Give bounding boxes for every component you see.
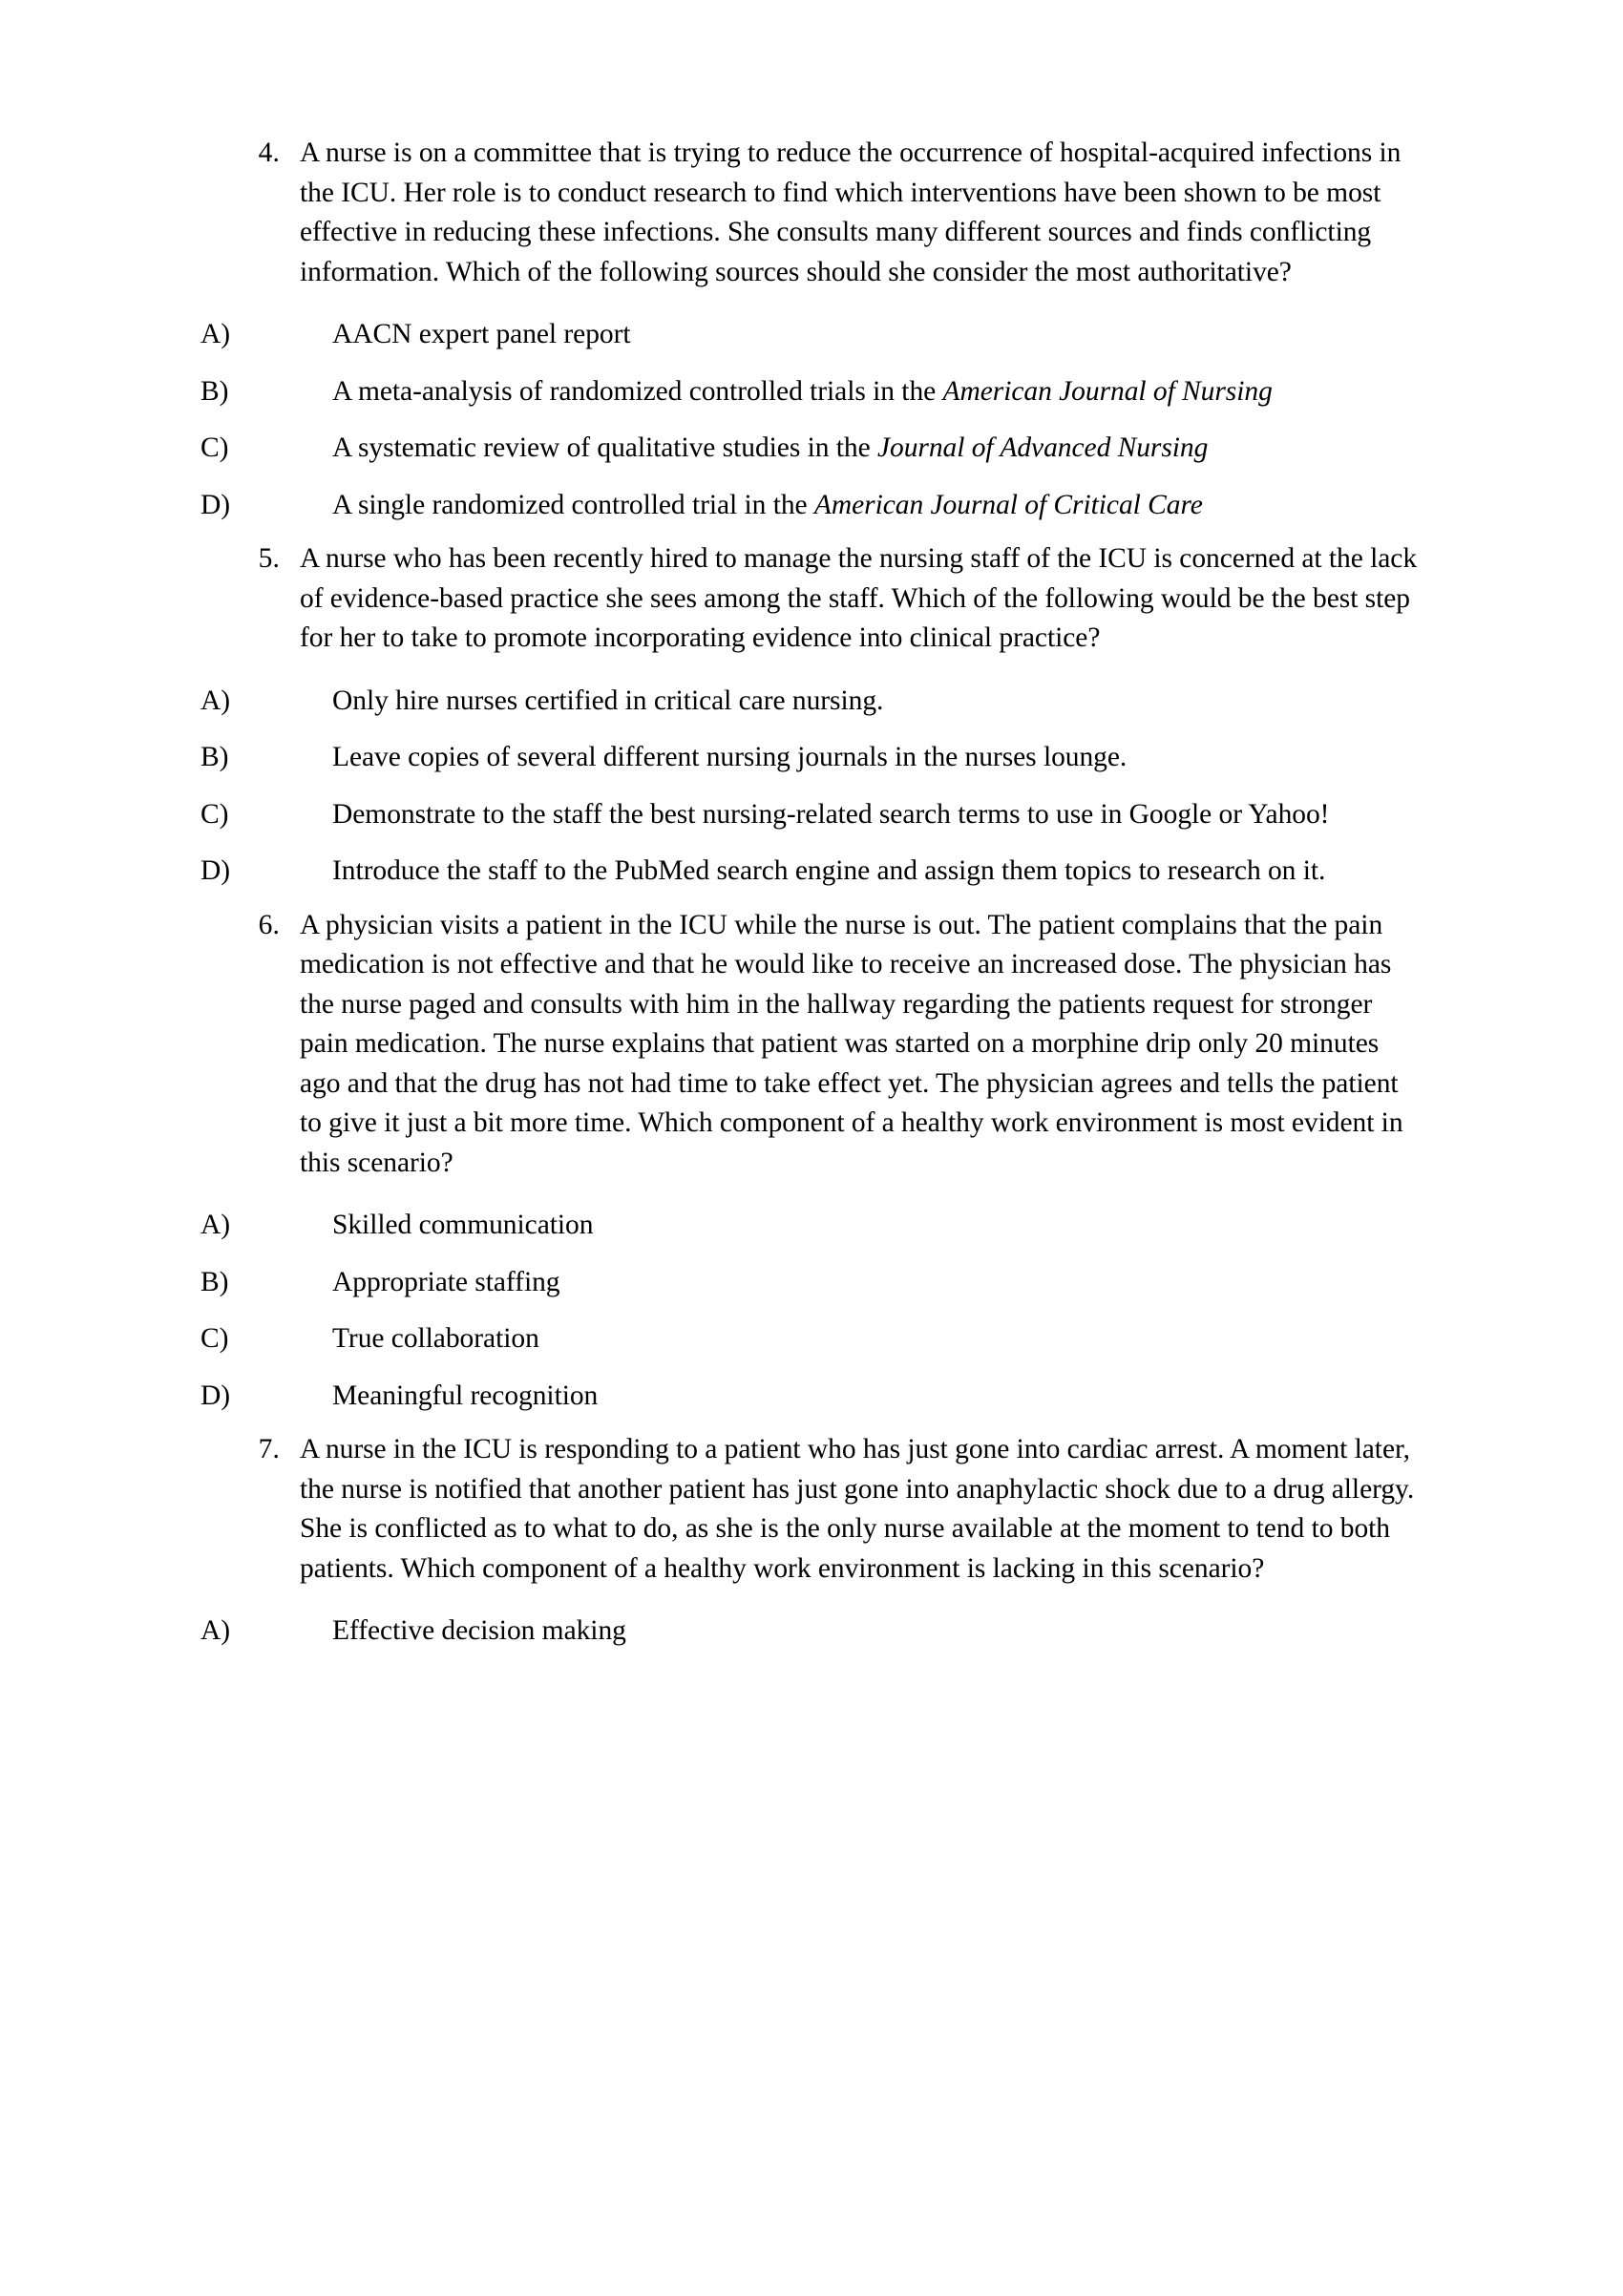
- question-option-spacer: [200, 298, 1423, 315]
- option-letter: B): [200, 1266, 229, 1297]
- option-text: [235, 852, 1423, 892]
- question-number: 7.: [258, 1434, 280, 1464]
- question-item: [200, 134, 1423, 292]
- option-spacer: [200, 778, 1423, 795]
- option-text-plain: A meta-analysis of randomized controlled trials in the: [332, 375, 943, 407]
- question-item: [200, 539, 1423, 659]
- answer-option[interactable]: [200, 372, 1423, 412]
- answer-option[interactable]: [200, 429, 1423, 469]
- journal-title: American Journal of Nursing: [942, 375, 1273, 407]
- option-letter: C): [200, 432, 229, 463]
- block-spacer: [200, 892, 1423, 906]
- journal-title: Journal of Advanced Nursing: [876, 432, 1209, 463]
- answer-option[interactable]: [200, 1377, 1423, 1417]
- answer-option[interactable]: [200, 852, 1423, 892]
- question-text: A physician visits a patient in the ICU while the nurse is out. The patient complains that the pain medication is not effective and that he would like to receive an increased dose. The physician has the nurse paged and consults with him in the hallway regarding the patients request for stronger pain medication. The nurse explains that patient was started on a morphine drip only 20 minutes ago and that the drug has not had time to take effect yet. The physician agrees and tells the patient to give it just a bit more time. Which component of a healthy work environment is most evident in this scenario?: [300, 909, 1403, 1178]
- option-letter: A): [200, 1210, 231, 1240]
- answer-option[interactable]: [200, 1611, 1423, 1652]
- journal-title: American Journal of Critical Care: [813, 489, 1203, 520]
- option-text: [235, 1377, 1423, 1417]
- question-text: A nurse who has been recently hired to manage the nursing staff of the ICU is concerned at the lack of evidence-based practice she sees among the staff. Which of the following would be the best step for her to take to promote incorporating evidence into clinical practice?: [300, 543, 1418, 653]
- option-letter: A): [200, 685, 231, 716]
- answer-option[interactable]: [200, 682, 1423, 722]
- question-text: A nurse in the ICU is responding to a patient who has just gone into cardiac arrest. A moment later, the nurse is notified that another patient has just gone into anaphylactic shock due to a drug allergy. She is conflicted as to what to do, as she is the only nurse available at the moment to tend to both patients. Which component of a healthy work environment is lacking in this scenario?: [300, 1434, 1415, 1584]
- option-spacer: [200, 834, 1423, 852]
- question-number: 6.: [258, 909, 280, 940]
- option-text-plain: Introduce the staff to the PubMed search engine and assign them topics to research on it.: [332, 855, 1326, 886]
- answer-option[interactable]: [200, 486, 1423, 526]
- question-list: [200, 134, 1423, 1652]
- option-text-plain: True collaboration: [332, 1323, 539, 1354]
- option-letter: A): [200, 319, 231, 349]
- question-number: 5.: [258, 543, 280, 574]
- answer-option[interactable]: [200, 1319, 1423, 1359]
- option-text-plain: Only hire nurses certified in critical care nursing.: [332, 685, 884, 716]
- option-text: [235, 682, 1423, 722]
- option-letter: B): [200, 375, 229, 407]
- answer-option[interactable]: [200, 1263, 1423, 1303]
- option-text: [235, 486, 1423, 526]
- question-item: [200, 1430, 1423, 1589]
- option-text: [235, 315, 1423, 355]
- answer-option[interactable]: [200, 738, 1423, 778]
- option-text-plain: Effective decision making: [332, 1615, 626, 1646]
- answer-option[interactable]: [200, 1206, 1423, 1246]
- option-text: [235, 795, 1423, 835]
- option-spacer: [200, 1359, 1423, 1377]
- option-text: [235, 372, 1423, 412]
- block-spacer: [200, 525, 1423, 539]
- option-letter: C): [200, 1323, 229, 1354]
- question-number: 4.: [258, 137, 280, 168]
- option-letter: D): [200, 1380, 231, 1411]
- option-text: [235, 1263, 1423, 1303]
- option-spacer: [200, 355, 1423, 372]
- question-item: [200, 906, 1423, 1184]
- option-text-plain: Appropriate staffing: [332, 1266, 560, 1297]
- option-letter: D): [200, 855, 231, 886]
- option-text: [235, 738, 1423, 778]
- option-spacer: [200, 721, 1423, 738]
- option-text-plain: Leave copies of several different nursing journals in the nurses lounge.: [332, 742, 1128, 772]
- option-spacer: [200, 411, 1423, 429]
- option-spacer: [200, 1246, 1423, 1263]
- option-spacer: [200, 469, 1423, 486]
- option-text-plain: Demonstrate to the staff the best nursing-related search terms to use in Google or Yahoo!: [332, 798, 1330, 830]
- question-option-spacer: [200, 1594, 1423, 1611]
- option-text-plain: Meaningful recognition: [332, 1380, 599, 1411]
- option-text-plain: A single randomized controlled trial in the: [332, 489, 814, 520]
- question-text: A nurse is on a committee that is trying to reduce the occurrence of hospital-acquired infections in the ICU. Her role is to conduct research to find which interventions have been shown to be most effective in reducing these infections. She consults many different sources and finds conflicting information. Which of the following sources should she consider the most authoritative?: [300, 137, 1402, 287]
- option-letter: C): [200, 798, 229, 830]
- option-letter: B): [200, 742, 229, 772]
- option-spacer: [200, 1302, 1423, 1319]
- answer-option[interactable]: [200, 795, 1423, 835]
- option-text-plain: A systematic review of qualitative studies in the: [332, 432, 877, 463]
- answer-option[interactable]: [200, 315, 1423, 355]
- option-text: [235, 1206, 1423, 1246]
- option-text-plain: Skilled communication: [332, 1210, 594, 1240]
- block-spacer: [200, 1416, 1423, 1430]
- option-text: [235, 429, 1423, 469]
- option-text-plain: AACN expert panel report: [332, 319, 631, 349]
- question-option-spacer: [200, 664, 1423, 682]
- option-text: [235, 1319, 1423, 1359]
- option-letter: D): [200, 489, 231, 520]
- question-option-spacer: [200, 1189, 1423, 1206]
- option-letter: A): [200, 1615, 231, 1646]
- option-text: [235, 1611, 1423, 1652]
